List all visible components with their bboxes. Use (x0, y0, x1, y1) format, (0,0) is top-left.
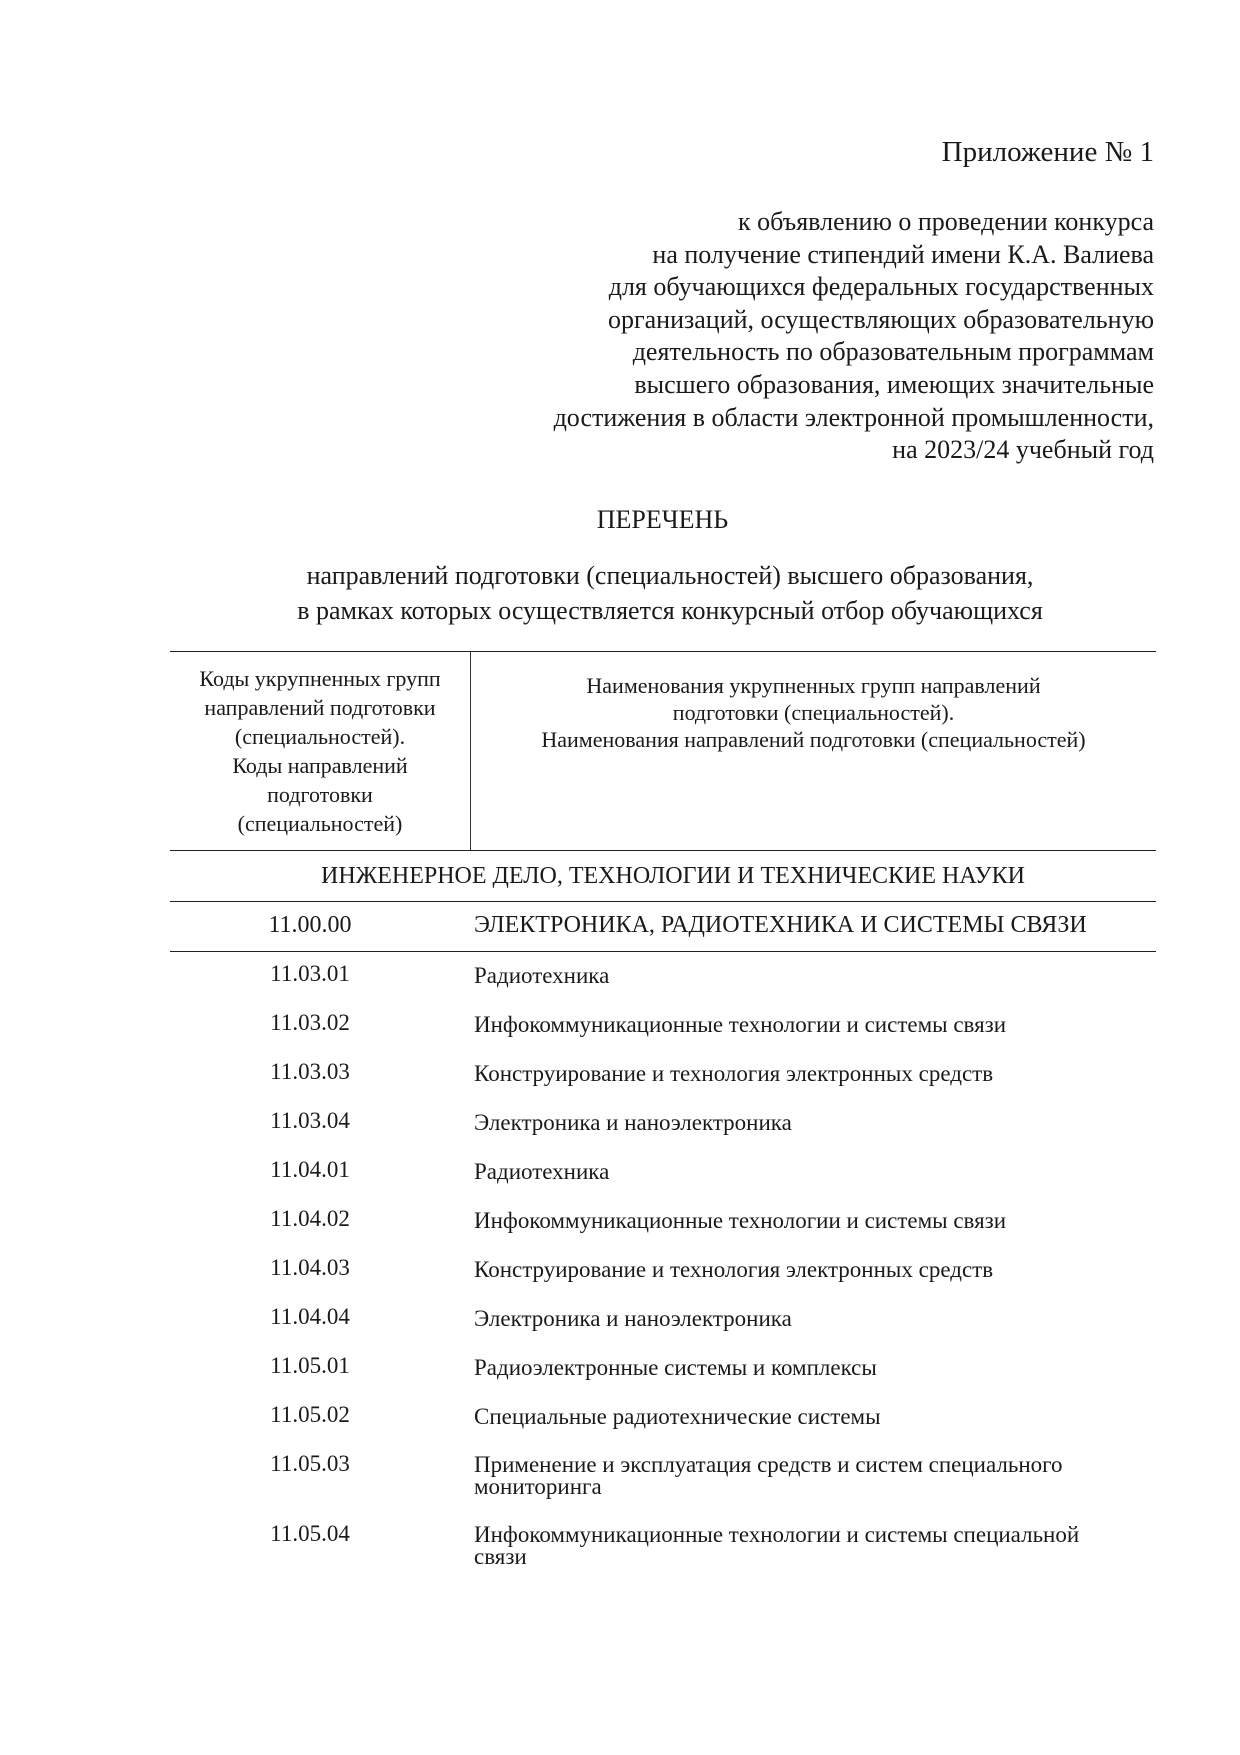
name-column-header (471, 652, 1156, 850)
table-row (170, 1295, 1156, 1344)
header-line: (специальностей) (237, 811, 403, 836)
row-name: Специальные радиотехнические системы (474, 1404, 881, 1429)
intro-line: деятельность по образовательным программам (632, 337, 1154, 367)
header-line: Коды укрупненных групп (199, 666, 441, 691)
row-name: Радиотехника (474, 1159, 610, 1184)
table-row (170, 1442, 1156, 1512)
row-name: Радиотехника (474, 963, 610, 988)
row-code: 11.05.03 (270, 1451, 350, 1476)
header-line: (специальностей). (234, 724, 406, 749)
row-code: 11.03.01 (270, 961, 350, 986)
intro-line: для обучающихся федеральных государственных (608, 272, 1154, 302)
document-subtitle (180, 558, 1160, 628)
subtitle-line: в рамках которых осуществляется конкурсный отбор обучающихся (297, 596, 1043, 625)
intro-line: к объявлению о проведении конкурса (738, 207, 1154, 236)
table-row (170, 952, 1156, 1001)
row-name: Электроника и наноэлектроника (474, 1110, 792, 1135)
row-code: 11.03.03 (270, 1059, 350, 1084)
group-row (170, 902, 1156, 952)
table-row (170, 1001, 1156, 1050)
intro-line: организаций, осуществляющих образовательную (607, 304, 1154, 334)
table-header (170, 651, 1156, 851)
row-name: Электроника и наноэлектроника (474, 1306, 792, 1331)
row-code: 11.04.03 (270, 1255, 350, 1280)
row-name: Инфокоммуникационные технологии и системы связи (474, 1012, 1007, 1037)
table-row (170, 1344, 1156, 1393)
row-name: Применение и эксплуатация средств и систем специального мониторинга (474, 1452, 1063, 1499)
row-name: Радиоэлектронные системы и комплексы (474, 1355, 877, 1380)
table-row (170, 1050, 1156, 1099)
table-row (170, 1099, 1156, 1148)
header-line: подготовки (специальностей). (672, 700, 955, 725)
intro-line: на 2023/24 учебный год (892, 435, 1154, 465)
row-code: 11.03.02 (270, 1010, 350, 1035)
table-row (170, 1393, 1156, 1442)
table-row (170, 1197, 1156, 1246)
table-row (170, 1512, 1156, 1582)
group-code: 11.00.00 (268, 912, 352, 938)
row-name: Конструирование и технология электронных средств (474, 1257, 994, 1282)
header-line: направлений подготовки (204, 695, 436, 720)
header-line: Коды направлений (232, 753, 408, 778)
subtitle-line: направлений подготовки (специальностей) высшего образования, (306, 561, 1034, 590)
row-code: 11.05.02 (270, 1402, 350, 1427)
row-name: Инфокоммуникационные технологии и системы специальной связи (474, 1522, 1080, 1569)
row-code: 11.04.01 (270, 1157, 350, 1182)
table-row (170, 1148, 1156, 1197)
group-name: ЭЛЕКТРОНИКА, РАДИОТЕХНИКА И СИСТЕМЫ СВЯЗИ (474, 912, 1087, 938)
section-row: ИНЖЕНЕРНОЕ ДЕЛО, ТЕХНОЛОГИИ И ТЕХНИЧЕСКИЕ НАУКИ (170, 851, 1156, 902)
directions-table (170, 651, 1156, 1582)
table-row (170, 1246, 1156, 1295)
intro-line: на получение стипендий имени К.А. Валиева (652, 239, 1154, 269)
row-name: Конструирование и технология электронных средств (474, 1061, 994, 1086)
intro-line: достижения в области электронной промышленности, (553, 402, 1154, 432)
code-column-header (170, 652, 471, 850)
row-code: 11.05.01 (270, 1353, 350, 1378)
intro-line: высшего образования, имеющих значительные (634, 369, 1154, 399)
row-code: 11.04.02 (270, 1206, 350, 1231)
header-line: Наименования направлений подготовки (специальностей) (541, 727, 1086, 752)
appendix-title: Приложение № 1 (941, 136, 1154, 168)
row-name: Инфокоммуникационные технологии и системы связи (474, 1208, 1007, 1233)
document-title: ПЕРЕЧЕНЬ (596, 505, 729, 534)
appendix-intro (354, 206, 1154, 467)
header-line: подготовки (267, 782, 373, 807)
row-code: 11.05.04 (270, 1521, 350, 1546)
header-line: Наименования укрупненных групп направлений (586, 673, 1041, 698)
row-code: 11.04.04 (270, 1304, 350, 1329)
row-code: 11.03.04 (270, 1108, 350, 1133)
